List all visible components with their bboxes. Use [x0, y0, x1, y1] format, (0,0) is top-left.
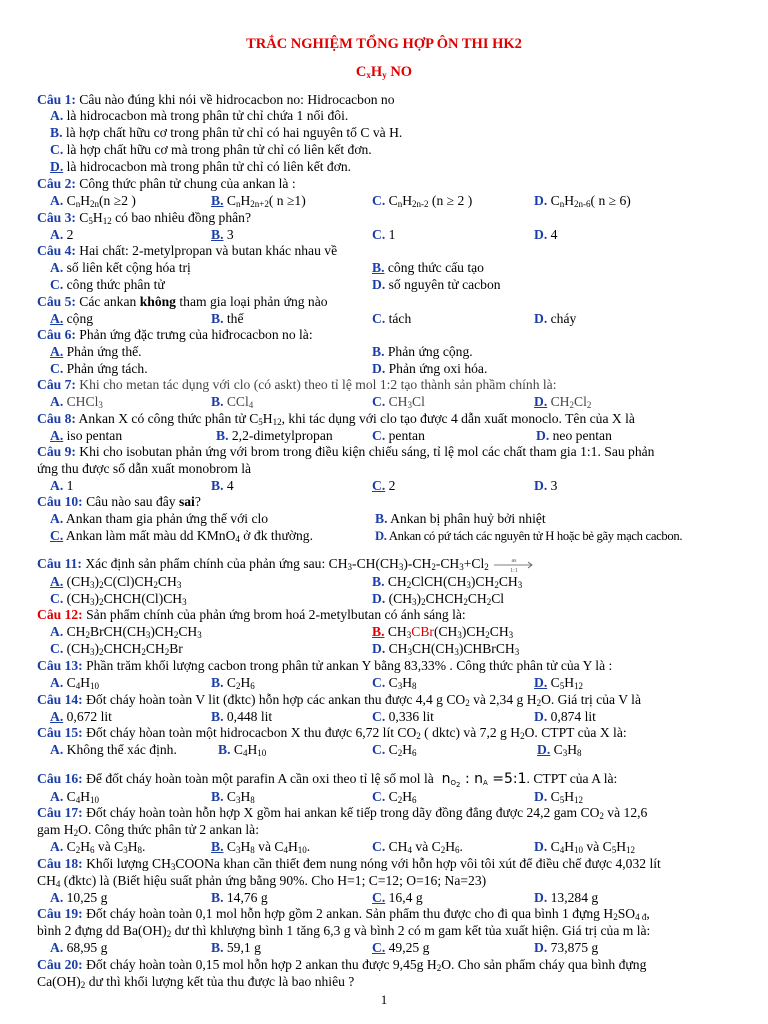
q7-option-b: B. CCl$_4$ [211, 394, 254, 410]
question-11: Câu 11: Xác định sản phẩm chính của phản ứng sau: $CH_3-CH(CH_3)-CH_2-CH_3+Cl_2$ as 1:1 [37, 556, 536, 573]
q15-option-a: A. Không thể xác định. [50, 742, 177, 757]
q8-option-b: B. 2,2-dimetylpropan [216, 428, 333, 443]
question-12: Câu 12: Sản phẩm chính của phản ứng brom hoá 2-metylbutan có ánh sáng là: [37, 607, 466, 622]
question-6: Câu 6: Phản ứng đặc trưng của hiđrocacbon no là: [37, 327, 313, 342]
document-title: TRẮC NGHIỆM TỔNG HỢP ÔN THI HK2 [246, 36, 522, 52]
q18-option-a: A. 10,25 g [50, 890, 108, 905]
q16-option-c: C. $C_2H_6$ [372, 789, 417, 805]
q19-option-b: B. 59,1 g [211, 940, 261, 955]
svg-text:as: as [511, 557, 517, 564]
q19-option-d: D. 73,875 g [534, 940, 599, 955]
q17-option-b: B. $C_3H_8$ và $C_4H_{10}$. [211, 839, 311, 855]
question-18-line-2: $CH_4$ (đktc) là (Biết hiệu suất phản ứng bằng 90%. Cho H=1; C=12; O=16; Na=23) [37, 873, 487, 889]
q7-option-c: C. $CH_3Cl$ [372, 394, 425, 410]
q13-option-c: C. $C_3H_8$ [372, 675, 417, 691]
q6-option-b: B. Phản ứng cộng. [372, 344, 473, 359]
question-19-line-2: bình 2 đựng dd $Ba(OH)_2$ dư thì khlượng bình 1 tăng 6,3 g và bình 2 có m gam kết tủa xuất hiện. Giá trị của m là: [37, 923, 651, 939]
q13-option-a: A. $C_4H_{10}$ [50, 675, 100, 691]
question-7: Câu 7: Khi cho metan tác dụng với clo (có askt) theo tỉ lệ mol 1:2 tạo thành sản phầm chính là: [37, 377, 557, 392]
q16-option-a: A. $C_4H_{10}$ [50, 789, 100, 805]
question-1: Câu 1: Câu nào đúng khi nói về hidrocacbon no: Hidrocacbon no [37, 92, 395, 107]
q3-option-a: A. 2 [50, 227, 74, 242]
q5-option-a: A. cộng [50, 311, 94, 326]
q4-option-d: D. số nguyên tử cacbon [372, 277, 501, 292]
q8-option-c: C. pentan [372, 428, 425, 443]
q9-option-a: A. 1 [50, 478, 74, 493]
q9-option-d: D. 3 [534, 478, 558, 493]
q14-option-c: C. 0,336 lit [372, 709, 434, 724]
q9-option-b: B. 4 [211, 478, 234, 493]
question-15: Câu 15: Đốt cháy hòan toàn một hidrocacbon X thu được 6,72 lít $CO_2$ ( dktc) và 7,2 g $H_2O$. CTPT của X là: [37, 725, 627, 741]
question-18: Câu 18: Khối lượng $CH_3COONa$ khan cần thiết đem nung nóng với hỗn hợp vôi tôi xút để điều chế được 4,032 lít [37, 856, 661, 872]
q14-option-d: D. 0,874 lit [534, 709, 596, 724]
q10-option-c: C. Ankan làm mất màu dd KMnO$_4$ ở đk thường. [50, 528, 314, 544]
question-17-line-2: gam $H_2O$. Công thức phân tử 2 ankan là: [37, 822, 259, 838]
q9-option-c: C. 2 [372, 478, 396, 493]
q1-option-b: B. là hợp chất hữu cơ trong phân tử chỉ có hai nguyên tố C và H. [50, 125, 403, 140]
q4-option-a: A. số liên kết cộng hóa trị [50, 260, 191, 275]
q11-option-d: D. $(CH_3)_2CHCH_2CH_2Cl$ [372, 591, 505, 607]
q17-option-d: D. $C_4H_{10}$ và $C_5H_{12}$ [534, 839, 636, 855]
q6-option-d: D. Phản ứng oxi hóa. [372, 361, 488, 376]
q3-option-c: C. 1 [372, 227, 396, 242]
question-20: Câu 20: Đốt cháy hoàn toàn 0,15 mol hỗn hợp 2 ankan thu được 9,45g $H_2O$. Cho sản phẩm cháy qua bình đựng [37, 957, 647, 973]
q7-option-a: A. CHCl$_3$ [50, 394, 103, 410]
q12-option-d: D. $CH_3CH(CH_3)CHBrCH_3$ [372, 641, 520, 657]
q19-option-c: C. 49,25 g [372, 940, 430, 955]
q8-option-a: A. iso pentan [50, 428, 123, 443]
document-subtitle: $C_xH_y$ NO [355, 64, 413, 80]
q16-option-b: B. $C_3H_8$ [211, 789, 255, 805]
q15-option-b: B. $C_4H_{10}$ [218, 742, 267, 758]
q6-option-a: A. Phản ứng thế. [50, 344, 142, 359]
question-14: Câu 14: Đốt cháy hoàn toàn V lit (đktc) hỗn hợp các ankan thu được 4,4 g $CO_2$ và 2,34 g $H_2O$. Giá trị của V là [37, 692, 641, 708]
q16-option-d: D. $C_5H_{12}$ [534, 789, 584, 805]
question-9: Câu 9: Khi cho isobutan phản ứng với brom trong điều kiện chiếu sáng, tỉ lệ mol các chất tham gia 1:1. Sau phản [37, 444, 655, 459]
q4-option-b: B. công thức cấu tạo [372, 260, 484, 275]
q17-option-c: C. $CH_4$ và $C_2H_6$. [372, 839, 463, 855]
q5-option-b: B. thế [211, 311, 244, 326]
question-16: Câu 16: Để đốt cháy hoàn toàn một parafin A cần oxi theo tỉ lệ số mol là $n_{O_2}$ : $n_A$ =5:1. CTPT của A là: [37, 771, 618, 789]
question-10: Câu 10: Câu nào sau đây sai? [37, 494, 201, 509]
q15-option-d: D. $C_3H_8$ [537, 742, 582, 758]
q14-option-b: B. 0,448 lit [211, 709, 273, 724]
q10-option-b: B. Ankan bị phân huỷ bởi nhiệt [375, 511, 546, 526]
question-17: Câu 17: Đốt cháy hoàn toàn hỗn hợp X gồm hai ankan kế tiếp trong dãy đồng đẳng được 24,2 gam $CO_2$ và 12,6 [37, 805, 648, 821]
q6-option-c: C. Phản ứng tách. [50, 361, 148, 376]
q1-option-a: A. là hidrocacbon mà trong phân tử chỉ chứa 1 nối đôi. [50, 108, 349, 123]
q2-option-c: C. $C_nH_{2n-2}$ (n ≥ 2 ) [372, 193, 473, 209]
q17-option-a: A. $C_2H_6$ và $C_3H_8$. [50, 839, 146, 855]
mole-ratio-formula: $n_{O_2}$ : $n_A$ =5:1 [437, 771, 527, 789]
q8-option-d: D. neo pentan [536, 428, 612, 443]
question-19: Câu 19: Đốt cháy hoàn toàn 0,1 mol hỗn hợp gồm 2 ankan. Sản phẩm thu được cho đi qua bình 1 đựng $H_2SO_{4 đ}$, [37, 906, 650, 922]
question-5: Câu 5: Các ankan không tham gia loại phản ứng nào [37, 294, 328, 309]
svg-text:1:1: 1:1 [510, 567, 519, 573]
q11-option-b: B. $CH_2ClCH(CH_3)CH_2CH_3$ [372, 574, 523, 590]
q12-option-c: C. $(CH_3)_2CHCH_2CH_2Br$ [50, 641, 183, 657]
q2-option-b: B. $C_nH_{2n+2}$( n ≥1) [211, 193, 306, 209]
question-13: Câu 13: Phần trăm khối lượng cacbon trong phân tử ankan Y bằng 83,33% . Công thức phân tử của Y là : [37, 658, 613, 673]
question-3: Câu 3: $C_5H_{12}$ có bao nhiêu đồng phân? [37, 210, 251, 226]
q19-option-a: A. 68,95 g [50, 940, 108, 955]
q1-option-d: D. là hidrocacbon mà trong phân tử chỉ có liên kết đơn. [50, 159, 352, 174]
q3-option-b: B. 3 [211, 227, 234, 242]
question-9-line-2: ứng thu được số dẫn xuất monobrom là [37, 461, 252, 476]
q18-option-d: D. 13,284 g [534, 890, 599, 905]
question-2: Câu 2: Công thức phân tử chung của ankan là : [37, 176, 296, 191]
question-4: Câu 4: Hai chất: 2-metylpropan và butan khác nhau về [37, 243, 338, 258]
q5-option-c: C. tách [372, 311, 412, 326]
q12-option-a: A. $CH_2BrCH(CH_3)CH_2CH_3$ [50, 624, 202, 640]
q18-option-b: B. 14,76 g [211, 890, 268, 905]
q15-option-c: C. $C_2H_6$ [372, 742, 417, 758]
q18-option-c: C. 16,4 g [372, 890, 423, 905]
q10-option-d: D. Ankan có pứ tách các nguyên tử H hoặc bẻ gãy mạch cacbon. [375, 529, 683, 543]
reaction-arrow-icon [492, 557, 536, 573]
question-20-line-2: $Ca(OH)_2$ dư thì khối lượng kết tủa thu được là bao nhiêu ? [37, 974, 355, 990]
q12-option-b: B. $CH_3CBr(CH_3)CH_2CH_3$ [372, 624, 514, 640]
q4-option-c: C. công thức phân tử [50, 277, 165, 292]
q3-option-d: D. 4 [534, 227, 558, 242]
q10-option-a: A. Ankan tham gia phản ứng thế với clo [50, 511, 269, 526]
q14-option-a: A. 0,672 lit [50, 709, 112, 724]
q7-option-d: D. $CH_2Cl_2$ [534, 394, 592, 410]
q2-option-a: A. $C_nH_{2n}(n \ge 2$ ) [50, 193, 136, 209]
question-8: Câu 8: Ankan X có công thức phân tử $C_5H_{12}$, khi tác dụng với clo tạo được 4 dẫn xuất monoclo. Tên của X là [37, 411, 635, 427]
q13-option-b: B. $C_2H_6$ [211, 675, 255, 691]
q11-option-c: C. $(CH_3)_2CHCH(Cl)CH_3$ [50, 591, 187, 607]
page-number: 1 [380, 992, 388, 1007]
q1-option-c: C. là hợp chất hữu cơ mà trong phân tử chỉ có liên kết đơn. [50, 142, 372, 157]
q13-option-d: D. $C_5H_{12}$ [534, 675, 584, 691]
q2-option-d: D. $C_nH_{2n-6}$( n ≥ 6) [534, 193, 631, 209]
q11-option-a: A. $(CH_3)_2C(Cl)CH_2CH_3$ [50, 574, 182, 590]
q5-option-d: D. cháy [534, 311, 577, 326]
